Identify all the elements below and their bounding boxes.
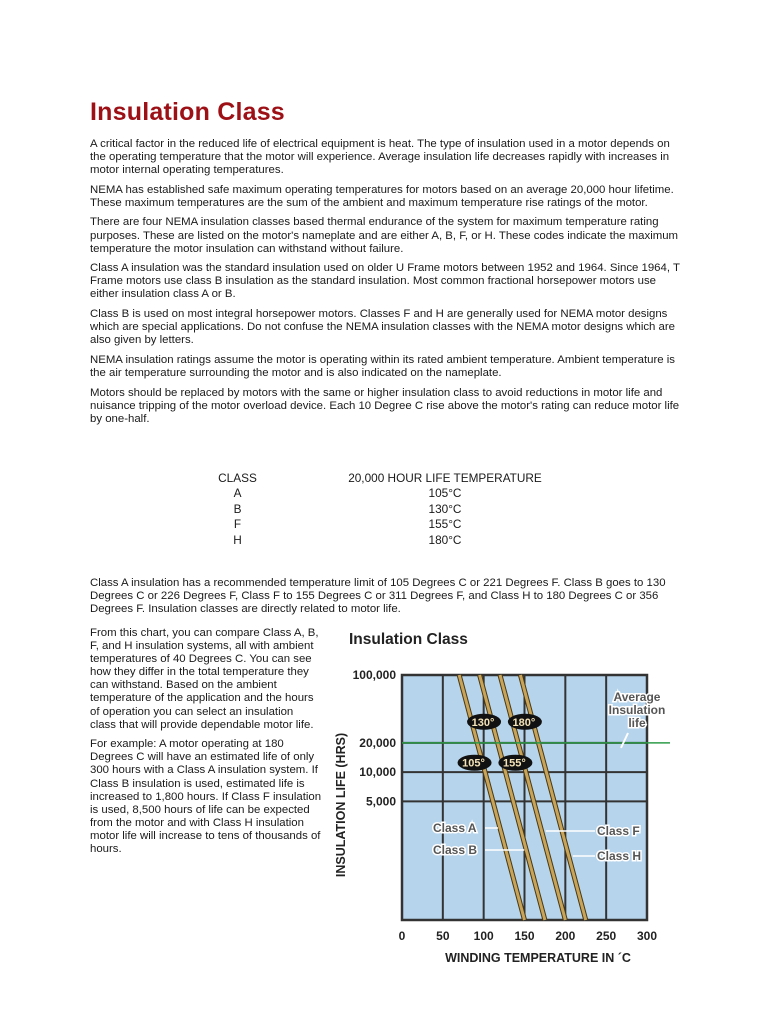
paragraph: NEMA has established safe maximum operating temperatures for motors based on an average 20,000 hour lifetime. These maximum temperatures are the sum of the ambient and maximum temperature rise ratings of the motor. xyxy=(90,183,674,209)
chart-y-tick-label: 5,000 xyxy=(365,794,396,809)
paragraph: From this chart, you can compare Class A, B, F, and H insulation systems, all with ambient temperatures of 40 Degrees C. You can see how they differ in the total temperature they can withstand. Based on the ambient temperature of the application and the hours of operation you can select an insulation class that will provide dependable motor life. xyxy=(90,627,319,731)
class-rating-label: 105° xyxy=(462,757,485,770)
average-life-label: Average xyxy=(613,690,661,704)
page-title: Insulation Class xyxy=(90,98,285,126)
class-limits-text xyxy=(90,577,685,616)
chart-x-tick-label: 100 xyxy=(473,929,494,943)
chart-x-tick-label: 150 xyxy=(514,929,535,943)
table-cell-temperature: 130°C xyxy=(428,501,462,516)
paragraph: A critical factor in the reduced life of electrical equipment is heat. The type of insulation used in a motor depends on the operating temperature that the motor will experience. Average insulation life decreases rapidly with increases in motor internal operating temperatures. xyxy=(90,138,670,177)
table-header-row xyxy=(200,470,615,486)
chart-x-tick-label: 50 xyxy=(436,929,450,943)
intro-text xyxy=(90,138,685,432)
paragraph: For example: A motor operating at 180 Degrees C will have an estimated life of only 300 hours with a Class A insulation system. If Class B insulation is used, estimated life is increased to 1,800 hours. If Class F insulation is used, 8,500 hours of life can be expected from the motor and with Class H insulation motor life will increase to tens of thousands of hours. xyxy=(90,738,322,855)
chart-y-tick-label: 20,000 xyxy=(359,735,396,750)
chart-series-label: Class A xyxy=(433,821,477,835)
table-cell-class: A xyxy=(233,486,242,501)
paragraph: There are four NEMA insulation classes based thermal endurance of the system for maximum temperature rating purposes. These are listed on the motor's nameplate and are either A, B, F, or H. These codes indicate the maximum temperature the motor insulation can withstand without failure. xyxy=(90,216,679,255)
table-row xyxy=(200,486,615,502)
paragraph: Class A insulation was the standard insulation used on older U Frame motors between 1952 and 1964. Since 1964, T Frame motors use class B insulation as the standard insulation. Most common fractional horsepower motors use either insulation class A or B. xyxy=(90,262,680,301)
class-rating-label: 180° xyxy=(512,716,536,729)
class-rating-label: 130° xyxy=(471,716,495,729)
table-cell-temperature: 105°C xyxy=(428,486,462,501)
table-cell-class: B xyxy=(233,501,242,516)
chart-x-tick-label: 300 xyxy=(636,929,658,943)
table-row xyxy=(200,517,615,533)
chart-x-tick-label: 250 xyxy=(596,929,617,943)
chart-series-label: Class H xyxy=(597,849,642,863)
table-cell-class: H xyxy=(233,532,242,547)
paragraph: Motors should be replaced by motors with the same or higher insulation class to avoid reductions in motor life and nuisance tripping of the motor overload device. Each 10 Degree C rise above the motor's rating can reduce motor life by one-half. xyxy=(90,386,680,425)
insulation-life-chart xyxy=(325,620,670,970)
insulation-class-table xyxy=(200,470,615,548)
table-cell-temperature: 180°C xyxy=(428,532,462,547)
paragraph: NEMA insulation ratings assume the motor is operating within its rated ambient temperature. Ambient temperature is the air temperature surrounding the motor and is also indicated on the nameplate. xyxy=(90,353,675,379)
table-cell-class: F xyxy=(233,517,242,532)
table-row xyxy=(200,532,615,548)
chart-plot-area xyxy=(353,668,670,943)
table-row xyxy=(200,501,615,517)
paragraph: Class B is used on most integral horsepower motors. Classes F and H are generally used for NEMA motor designs which are special applications. Do not confuse the NEMA insulation classes with the NEMA motor designs which are also given by letters. xyxy=(90,308,676,347)
chart-y-tick-label: 100,000 xyxy=(352,668,396,682)
class-rating-label: 155° xyxy=(503,757,526,770)
average-life-label: Insulation xyxy=(608,703,666,717)
paragraph: Class A insulation has a recommended temperature limit of 105 Degrees C or 221 Degrees F. Class B goes to 130 Degrees C or 226 Degrees F, Class F to 155 Degrees C or 311 Degrees F, and Class H to 180 Degrees C or 356 Degrees F. Insulation classes are directly related to motor life. xyxy=(90,577,666,616)
chart-series-label: Class F xyxy=(597,824,640,838)
chart-x-tick-label: 200 xyxy=(555,929,576,943)
table-header-class: CLASS xyxy=(218,470,257,485)
chart-y-axis-label: INSULATION LIFE (HRS) xyxy=(334,732,348,878)
chart-series-label: Class B xyxy=(433,843,478,857)
chart-y-tick-label: 10,000 xyxy=(359,765,396,780)
chart-title: Insulation Class xyxy=(349,631,468,648)
average-life-label: life xyxy=(628,716,646,730)
chart-x-tick-label: 0 xyxy=(398,929,406,943)
chart-x-axis-label: WINDING TEMPERATURE IN ´C xyxy=(445,951,631,965)
chart-explanation-text xyxy=(90,627,322,863)
table-cell-temperature: 155°C xyxy=(428,517,462,532)
table-header-temperature: 20,000 HOUR LIFE TEMPERATURE xyxy=(348,470,542,485)
